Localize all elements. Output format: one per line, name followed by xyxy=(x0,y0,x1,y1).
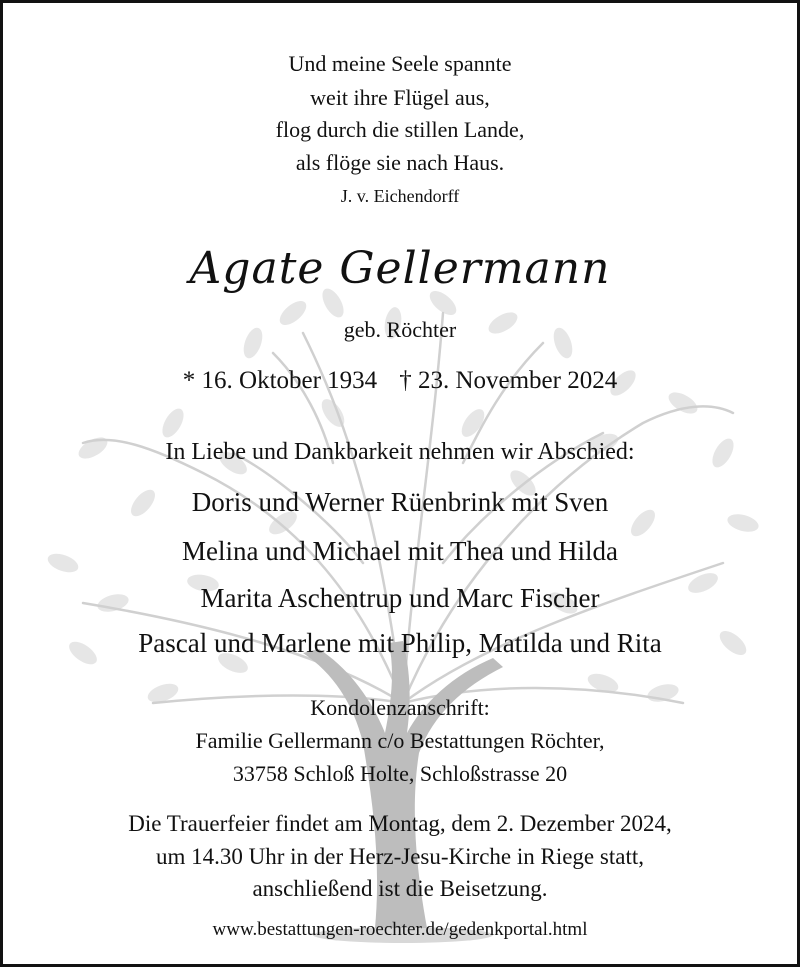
poem-line: flog durch die stillen Lande, xyxy=(275,117,525,142)
death-cross-icon: † xyxy=(399,367,412,394)
maiden-name: geb. Röchter xyxy=(343,317,457,342)
birth-date: 16. Oktober 1934 xyxy=(201,367,378,394)
service-line: anschließend ist die Beisetzung. xyxy=(252,876,548,901)
mourner-line: Melina und Michael mit Thea und Hilda xyxy=(182,536,618,566)
mourners-intro: In Liebe und Dankbarkeit nehmen wir Abschied: xyxy=(165,439,635,465)
poem-author: J. v. Eichendorff xyxy=(340,186,460,206)
mourner-line: Doris und Werner Rüenbrink mit Sven xyxy=(191,487,609,517)
mourner-line: Pascal und Marlene mit Philip, Matilda und Rita xyxy=(138,628,662,658)
poem-line: weit ihre Flügel aus, xyxy=(310,85,490,110)
poem-line: Und meine Seele spannte xyxy=(288,51,512,76)
condolence-line: Familie Gellermann c/o Bestattungen Röchter, xyxy=(195,728,605,753)
service-line: Die Trauerfeier findet am Montag, dem 2. Dezember 2024, xyxy=(128,811,672,836)
death-date: 23. November 2024 xyxy=(417,367,618,394)
life-dates xyxy=(3,368,797,393)
mourner-line: Marita Aschentrup und Marc Fischer xyxy=(200,583,600,613)
poem-line: als flöge sie nach Haus. xyxy=(295,150,505,175)
memorial-portal-link[interactable]: www.bestattungen-roechter.de/gedenkportal.html xyxy=(212,919,588,940)
condolence-label: Kondolenzanschrift: xyxy=(310,695,490,720)
obituary-content xyxy=(3,3,797,964)
condolence-line: 33758 Schloß Holte, Schloßstrasse 20 xyxy=(232,761,568,786)
birth-star-icon: * xyxy=(182,367,196,394)
service-line: um 14.30 Uhr in der Herz-Jesu-Kirche in Riege statt, xyxy=(156,844,644,869)
deceased-name: Agate Gellermann xyxy=(189,243,611,294)
